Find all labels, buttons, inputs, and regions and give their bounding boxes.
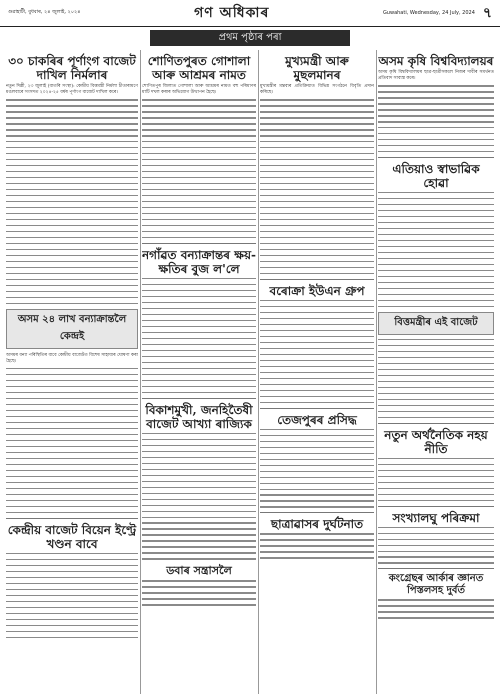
newspaper-title: গণ অধিকাৰ	[194, 5, 270, 21]
article-text-block	[378, 85, 494, 152]
article-text-block	[142, 433, 256, 560]
article-text-block	[142, 580, 256, 605]
article-headline: এতিয়াও স্বাভাৱিক হোৱা	[392, 162, 480, 191]
column-1	[6, 50, 138, 694]
article-headline-boxed: অসম ২৪ লাখ বন্যাক্ৰান্তলৈ কেন্দ্ৰই	[6, 309, 138, 349]
article-text-block	[378, 339, 494, 418]
article-text-block	[378, 458, 494, 501]
page-number: ৭	[482, 5, 492, 21]
article-text-block	[142, 278, 256, 393]
article-headline: নতুন অৰ্থনৈতিক নহয় নীতি	[384, 427, 488, 456]
column-2	[142, 50, 256, 694]
article-headline: বৰোক্ৰা ইউএন গ্ৰুপ	[269, 283, 365, 298]
article-text-block	[378, 527, 494, 564]
article-headline: শোণিতপুৰত গোশালা আৰু আশ্ৰমৰ নামত	[147, 54, 251, 82]
article-text-block	[6, 553, 138, 638]
article-text-block	[6, 368, 138, 513]
article-headline: নগাঁৱত বন্যাক্ৰান্তৰ ক্ষয়-ক্ষতিৰ বুজ ল'লে	[142, 248, 256, 277]
article-headline: কেন্দ্ৰীয় বাজেট বিয়েন ইণ্ট্ৰে খণ্ডন বাবে	[7, 522, 137, 551]
article-text-block	[260, 99, 374, 274]
section-banner: প্ৰথম পৃষ্ঠাৰ পৰা	[150, 30, 350, 46]
article-text-block	[260, 533, 374, 558]
masthead-date-english: Guwahati, Wednesday, 24 July, 2024	[382, 10, 475, 16]
article-body: মুখ্যমন্ত্ৰীৰ মন্তব্যৰ প্ৰতিক্ৰিয়াত বিভিন্ন সংগঠনে বিবৃতি প্ৰদান কৰিছে।	[260, 84, 374, 96]
column-divider	[140, 50, 141, 694]
article-body: অসমৰ বন্যা পৰিস্থিতিৰ বাবে কেন্দ্ৰীয় বাজেটত বিশেষ সাহায্যৰ ঘোষণা কৰা হৈছে।	[6, 352, 138, 365]
masthead	[0, 0, 500, 27]
article-text-block	[142, 99, 256, 238]
article-text-block	[378, 599, 494, 618]
article-headline-boxed: বিত্তমন্ত্ৰীৰ এই বাজেট	[378, 312, 494, 335]
article-headline: ছাত্ৰাৱাসৰ দুৰ্ঘটনাত	[270, 517, 364, 532]
article-body: অসম কৃষি বিশ্ববিদ্যালয়ৰ ছাত্ৰ-ছাত্ৰীসকলে নিজৰ দাবীৰ সমৰ্থনত প্ৰতিবাদ সাব্যস্ত কৰে।	[378, 70, 494, 82]
column-4	[378, 50, 494, 694]
article-headline: অসম কৃষি বিশ্ববিদ্যালয়ৰ	[378, 54, 494, 68]
article-headline: মুখ্যমন্ত্ৰী আৰু মুছলমানৰ	[285, 54, 349, 82]
article-body: শোণিতপুৰ জিলাত গোশালা আৰু আশ্ৰমৰ নামত বহু পৰিমাণৰ মাটি দখল কৰাৰ অভিযোগ উত্থাপন হৈছে।	[142, 84, 256, 96]
article-text-block	[260, 429, 374, 508]
article-body: নতুন দিল্লী, ২৩ জুলাই (বাতৰি সংস্থা): কেন্দ্ৰীয় বিত্তমন্ত্ৰী নিৰ্মলা চীতাৰামণে মঙলবাৰে সংসদত ২০২৪-২৫ বৰ্ষৰ পূৰ্ণাংগ বাজেট দাখিল কৰে।	[6, 84, 138, 96]
article-headline: তেজপুৰৰ প্ৰসিদ্ধ	[277, 412, 357, 427]
article-text-block	[378, 192, 494, 307]
masthead-date-assamese: গুৱাহাটী, বুধবাৰ, ২৪ জুলাই, ২০২৪	[8, 9, 81, 15]
column-divider	[258, 50, 259, 694]
article-headline: ডবাৰ সন্ত্ৰাসলৈ	[166, 564, 232, 578]
article-headline: ৩০ চাকৰিৰ পূৰ্ণাংগ বাজেট দাখিল নিৰ্মলাৰ	[8, 54, 136, 82]
article-text-block	[260, 300, 374, 403]
article-headline: কংগ্ৰেছৰ আৰ্কাৰ জ্ঞানত পিস্তলসহ দুৰ্বৰ্ত	[388, 573, 484, 597]
article-headline: সংখ্যালঘু পৰিক্ৰমা	[392, 510, 480, 525]
article-text-block	[6, 99, 138, 304]
column-divider	[376, 50, 377, 694]
article-headline: বিকাশমুখী, জনহিতৈষী বাজেট আখ্যা ৰাজ্যিক	[145, 402, 253, 431]
column-3	[260, 50, 374, 694]
